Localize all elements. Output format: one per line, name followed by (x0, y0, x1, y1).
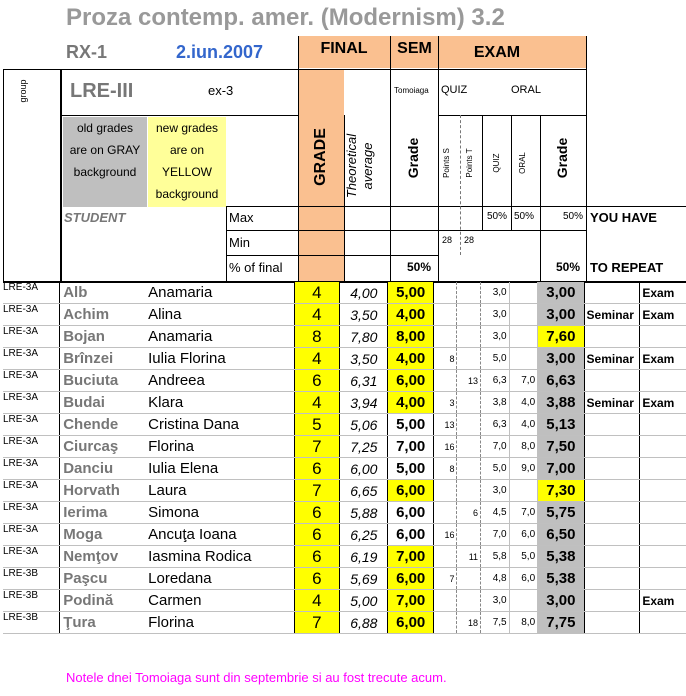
points-s-cell[interactable] (433, 612, 457, 634)
repeat-exam-cell[interactable] (640, 568, 686, 590)
repeat-seminar-cell[interactable] (584, 590, 640, 612)
theoretical-average-cell[interactable]: 5,69 (340, 568, 388, 590)
points-max-s: 28 (442, 235, 453, 245)
repeat-exam-cell[interactable] (640, 502, 686, 524)
repeat-seminar-cell[interactable] (584, 524, 640, 546)
points-s-cell[interactable]: 13 (433, 414, 457, 436)
quiz-cell[interactable]: 4,8 (481, 568, 510, 590)
group-cell[interactable]: LRE-3A (3, 282, 60, 304)
exam-header: EXAM (473, 44, 521, 61)
group-cell[interactable]: LRE-3A (3, 326, 60, 348)
final-grade-cell[interactable]: 7 (294, 480, 340, 502)
repeat-seminar-cell[interactable] (584, 612, 640, 634)
quiz-cell[interactable]: 3,0 (481, 282, 510, 304)
exam-grade-cell[interactable]: 5,75 (538, 502, 584, 524)
points-s-cell[interactable] (433, 304, 457, 326)
student-surname[interactable]: Danciu (60, 458, 148, 480)
oral-cell[interactable]: 8,0 (509, 612, 538, 634)
exam-grade-cell[interactable]: 3,00 (538, 304, 584, 326)
student-surname[interactable]: Horvath (60, 480, 148, 502)
points-s-cell[interactable]: 7 (433, 568, 457, 590)
points-t-cell[interactable]: 6 (457, 502, 481, 524)
header-rule (226, 255, 438, 256)
oral-cell[interactable]: 9,0 (509, 458, 538, 480)
oral-cell[interactable]: 4,0 (509, 392, 538, 414)
group-cell[interactable]: LRE-3B (3, 590, 60, 612)
seminar-grade-cell[interactable]: 8,00 (388, 326, 433, 348)
points-s-cell[interactable]: 16 (433, 436, 457, 458)
points-t-cell[interactable]: 18 (457, 612, 481, 634)
final-header: FINAL (320, 40, 368, 57)
table-row[interactable] (3, 304, 686, 326)
points-t-cell[interactable] (457, 326, 481, 348)
table-row[interactable] (3, 348, 686, 370)
student-firstname[interactable]: Ancuţa Ioana (148, 524, 294, 546)
seminar-grade-cell[interactable]: 7,00 (388, 546, 433, 568)
oral-cell[interactable] (509, 590, 538, 612)
quiz-cell[interactable]: 3,0 (481, 590, 510, 612)
theoretical-average-cell[interactable]: 6,19 (340, 546, 388, 568)
student-surname[interactable]: Paşcu (60, 568, 148, 590)
quiz-cell[interactable]: 7,0 (481, 436, 510, 458)
header-rule (60, 69, 586, 70)
sem-grade-header: Grade (405, 137, 421, 179)
group-cell[interactable]: LRE-3A (3, 480, 60, 502)
final-grade-cell[interactable]: 4 (294, 392, 340, 414)
group-cell[interactable]: LRE-3B (3, 568, 60, 590)
sheet-title: Proza contemp. amer. (Modernism) 3.2 (66, 4, 505, 31)
seminar-grade-cell[interactable]: 5,00 (388, 458, 433, 480)
final-grade-cell[interactable]: 5 (294, 414, 340, 436)
points-s-cell[interactable]: 16 (433, 524, 457, 546)
tomoiaga-label: Tomoiaga (394, 86, 429, 95)
group-cell[interactable]: LRE-3A (3, 348, 60, 370)
final-grade-cell[interactable]: 4 (294, 304, 340, 326)
oral-cell[interactable]: 4,0 (509, 414, 538, 436)
repeat-seminar-cell[interactable] (584, 568, 640, 590)
student-firstname[interactable]: Anamaria (148, 282, 294, 304)
points-s-cell[interactable] (433, 546, 457, 568)
exam-grade-cell[interactable]: 6,63 (538, 370, 584, 392)
oral-cell[interactable] (509, 480, 538, 502)
exam-grade-cell[interactable]: 3,00 (538, 590, 584, 612)
quiz-cell[interactable]: 5,8 (481, 546, 510, 568)
course-name: LRE-III (70, 80, 134, 102)
points-s-cell[interactable] (433, 480, 457, 502)
oral-group-label: ORAL (511, 84, 541, 96)
theoretical-average-cell[interactable]: 3,50 (340, 348, 388, 370)
quiz-cell[interactable]: 5,0 (481, 348, 510, 370)
header-rule (226, 230, 586, 231)
seminar-grade-cell[interactable]: 7,00 (388, 436, 433, 458)
points-s-cell[interactable]: 8 (433, 348, 457, 370)
repeat-exam-cell[interactable] (640, 436, 686, 458)
header-rule (226, 206, 686, 207)
final-grade-cell[interactable]: 4 (294, 348, 340, 370)
table-row[interactable] (3, 414, 686, 436)
group-cell[interactable]: LRE-3A (3, 414, 60, 436)
theoretical-average-cell[interactable]: 3,50 (340, 304, 388, 326)
theoretical-average-cell[interactable]: 5,88 (340, 502, 388, 524)
exam-pct: 50% (563, 211, 584, 222)
student-surname[interactable]: Budai (60, 392, 148, 414)
sem-pct: 50% (407, 260, 432, 274)
exam-pct-final: 50% (556, 260, 581, 274)
group-cell[interactable]: LRE-3A (3, 370, 60, 392)
oral-cell[interactable] (509, 282, 538, 304)
student-surname[interactable]: Bojan (60, 326, 148, 348)
exam-grade-cell[interactable]: 5,13 (538, 414, 584, 436)
repeat-exam-cell[interactable] (640, 414, 686, 436)
points-t-cell[interactable] (457, 282, 481, 304)
ex-label: ex-3 (208, 83, 234, 98)
repeat-seminar-cell[interactable] (584, 480, 640, 502)
theoretical-average-header: Theoretical average (344, 133, 375, 199)
repeat-exam-cell[interactable] (640, 612, 686, 634)
final-grade-cell[interactable]: 4 (294, 590, 340, 612)
header-rule (460, 115, 461, 255)
exam-grade-cell[interactable]: 7,00 (538, 458, 584, 480)
oral-cell[interactable]: 6,0 (509, 524, 538, 546)
header-rule (482, 115, 483, 230)
theoretical-average-cell[interactable]: 6,31 (340, 370, 388, 392)
table-row[interactable] (3, 612, 686, 634)
sem-header: SEM (397, 40, 432, 57)
points-s-cell[interactable]: 8 (433, 458, 457, 480)
points-s-cell[interactable]: 3 (433, 392, 457, 414)
to-repeat-label: TO REPEAT (590, 260, 664, 275)
quiz-cell[interactable]: 3,0 (481, 326, 510, 348)
repeat-seminar-cell[interactable] (584, 326, 640, 348)
oral-cell[interactable]: 7,0 (509, 502, 538, 524)
theoretical-average-cell[interactable]: 6,65 (340, 480, 388, 502)
repeat-exam-cell[interactable]: Exam (640, 590, 686, 612)
table-row[interactable] (3, 502, 686, 524)
final-grade-cell[interactable]: 6 (294, 546, 340, 568)
seminar-grade-cell[interactable]: 7,00 (388, 590, 433, 612)
header-rule (344, 115, 345, 281)
seminar-grade-cell[interactable]: 6,00 (388, 370, 433, 392)
student-firstname[interactable]: Florina (148, 436, 294, 458)
oral-cell[interactable] (509, 348, 538, 370)
repeat-exam-cell[interactable] (640, 524, 686, 546)
points-t-cell[interactable] (457, 348, 481, 370)
table-row[interactable] (3, 436, 686, 458)
repeat-seminar-cell[interactable] (584, 436, 640, 458)
quiz-cell[interactable]: 6,3 (481, 370, 510, 392)
new-grades-hint: new grades are on YELLOW background (148, 117, 226, 207)
course-code: RX-1 (66, 42, 108, 62)
table-row[interactable] (3, 568, 686, 590)
points-t-cell[interactable] (457, 304, 481, 326)
points-t-cell[interactable] (457, 524, 481, 546)
oral-header: ORAL (518, 152, 527, 174)
final-grade-cell[interactable]: 6 (294, 524, 340, 546)
student-firstname[interactable]: Florina (148, 612, 294, 634)
group-cell[interactable]: LRE-3A (3, 436, 60, 458)
table-row[interactable] (3, 546, 686, 568)
points-t-cell[interactable] (457, 436, 481, 458)
points-s-cell[interactable] (433, 326, 457, 348)
header-rule (586, 36, 587, 281)
points-t-cell[interactable] (457, 480, 481, 502)
exam-grade-cell[interactable]: 6,50 (538, 524, 584, 546)
student-surname[interactable]: Achim (60, 304, 148, 326)
oral-cell[interactable]: 7,0 (509, 370, 538, 392)
header-rule (439, 115, 586, 116)
seminar-grade-cell[interactable]: 5,00 (388, 414, 433, 436)
repeat-seminar-cell[interactable] (584, 370, 640, 392)
repeat-seminar-cell[interactable]: Seminar (584, 304, 640, 326)
oral-cell[interactable] (509, 326, 538, 348)
quiz-cell[interactable]: 5,0 (481, 458, 510, 480)
group-cell[interactable]: LRE-3A (3, 502, 60, 524)
final-grade-cell[interactable]: 6 (294, 370, 340, 392)
table-row[interactable] (3, 326, 686, 348)
student-firstname[interactable]: Iulia Florina (148, 348, 294, 370)
header-rule (60, 69, 61, 281)
exam-grade-cell[interactable]: 7,30 (538, 480, 584, 502)
quiz-header: QUIZ (492, 153, 501, 173)
final-grade-cell[interactable]: 4 (294, 282, 340, 304)
seminar-grade-cell[interactable]: 6,00 (388, 612, 433, 634)
group-cell[interactable]: LRE-3A (3, 304, 60, 326)
quiz-cell[interactable]: 3,0 (481, 304, 510, 326)
repeat-seminar-cell[interactable]: Seminar (584, 392, 640, 414)
student-surname[interactable]: Ţura (60, 612, 148, 634)
theoretical-average-cell[interactable]: 5,06 (340, 414, 388, 436)
repeat-seminar-cell[interactable] (584, 546, 640, 568)
repeat-seminar-cell[interactable] (584, 414, 640, 436)
seminar-grade-cell[interactable]: 4,00 (388, 348, 433, 370)
repeat-exam-cell[interactable]: Exam (640, 304, 686, 326)
quiz-cell[interactable]: 3,8 (481, 392, 510, 414)
student-firstname[interactable]: Carmen (148, 590, 294, 612)
theoretical-average-cell[interactable]: 5,00 (340, 590, 388, 612)
quiz-cell[interactable]: 7,0 (481, 524, 510, 546)
seminar-grade-cell[interactable]: 6,00 (388, 568, 433, 590)
points-t-cell[interactable] (457, 590, 481, 612)
repeat-exam-cell[interactable]: Exam (640, 392, 686, 414)
exam-grade-cell[interactable]: 7,60 (538, 326, 584, 348)
quiz-group-label: QUIZ (441, 84, 468, 96)
seminar-grade-cell[interactable]: 5,00 (388, 282, 433, 304)
table-row[interactable] (3, 370, 686, 392)
student-firstname[interactable]: Klara (148, 392, 294, 414)
repeat-exam-cell[interactable] (640, 326, 686, 348)
repeat-seminar-cell[interactable] (584, 458, 640, 480)
student-surname[interactable]: Brînzei (60, 348, 148, 370)
seminar-grade-cell[interactable]: 4,00 (388, 304, 433, 326)
exam-grade-cell[interactable]: 3,00 (538, 282, 584, 304)
you-have-label: YOU HAVE (590, 210, 657, 225)
oral-cell[interactable]: 6,0 (509, 568, 538, 590)
group-cell[interactable]: LRE-3B (3, 612, 60, 634)
min-label: Min (229, 235, 250, 250)
repeat-exam-cell[interactable] (640, 480, 686, 502)
table-row[interactable] (3, 458, 686, 480)
table-row[interactable] (3, 480, 686, 502)
repeat-exam-cell[interactable]: Exam (640, 348, 686, 370)
points-s-cell[interactable] (433, 502, 457, 524)
repeat-exam-cell[interactable]: Exam (640, 282, 686, 304)
points-t-cell[interactable]: 11 (457, 546, 481, 568)
exam-grade-cell[interactable]: 3,00 (538, 348, 584, 370)
student-firstname[interactable]: Loredana (148, 568, 294, 590)
student-firstname[interactable]: Iasmina Rodica (148, 546, 294, 568)
group-label: group (18, 79, 28, 103)
header-rule (540, 115, 541, 281)
exam-grade-cell[interactable]: 7,50 (538, 436, 584, 458)
oral-cell[interactable]: 5,0 (509, 546, 538, 568)
theoretical-average-cell[interactable]: 6,88 (340, 612, 388, 634)
repeat-exam-cell[interactable] (640, 546, 686, 568)
points-s-cell[interactable] (433, 590, 457, 612)
points-t-cell[interactable] (457, 414, 481, 436)
group-cell[interactable]: LRE-3A (3, 546, 60, 568)
pct-final-label: % of final (229, 260, 283, 275)
max-label: Max (229, 210, 254, 225)
footer-note: Notele dnei Tomoiaga sunt din septembrie si au fost trecute acum. (66, 670, 447, 685)
student-label: STUDENT (64, 210, 126, 225)
student-surname[interactable]: Chende (60, 414, 148, 436)
quiz-cell[interactable]: 7,5 (481, 612, 510, 634)
final-grade-cell[interactable]: 6 (294, 568, 340, 590)
seminar-grade-cell[interactable]: 6,00 (388, 524, 433, 546)
oral-cell[interactable] (509, 304, 538, 326)
points-t-cell[interactable] (457, 392, 481, 414)
student-surname[interactable]: Buciuta (60, 370, 148, 392)
quiz-cell[interactable]: 3,0 (481, 480, 510, 502)
header-rule (60, 115, 298, 116)
theoretical-average-cell[interactable]: 7,80 (340, 326, 388, 348)
final-grade-cell[interactable]: 6 (294, 502, 340, 524)
group-cell[interactable]: LRE-3A (3, 524, 60, 546)
student-firstname[interactable]: Anamaria (148, 326, 294, 348)
group-cell[interactable]: LRE-3A (3, 458, 60, 480)
final-grade-cell[interactable]: 7 (294, 612, 340, 634)
table-row[interactable] (3, 590, 686, 612)
theoretical-average-cell[interactable]: 7,25 (340, 436, 388, 458)
student-firstname[interactable]: Andreea (148, 370, 294, 392)
final-grade-cell[interactable]: 7 (294, 436, 340, 458)
student-surname[interactable]: Podină (60, 590, 148, 612)
exam-grade-cell[interactable]: 5,38 (538, 546, 584, 568)
student-firstname[interactable]: Laura (148, 480, 294, 502)
group-cell[interactable]: LRE-3A (3, 392, 60, 414)
final-grade-header: GRADE (312, 128, 329, 186)
quiz-cell[interactable]: 4,5 (481, 502, 510, 524)
points-s-cell[interactable] (433, 370, 457, 392)
student-surname[interactable]: Ciurcaş (60, 436, 148, 458)
points-s-header: Points S (442, 148, 451, 178)
theoretical-average-cell[interactable]: 3,94 (340, 392, 388, 414)
points-s-cell[interactable] (433, 282, 457, 304)
final-grade-cell[interactable]: 6 (294, 458, 340, 480)
repeat-exam-cell[interactable] (640, 370, 686, 392)
final-grade-cell[interactable]: 8 (294, 326, 340, 348)
table-row[interactable] (3, 524, 686, 546)
old-grades-hint: old grades are on GRAY background (63, 117, 147, 207)
group-header-cell (3, 69, 62, 283)
theoretical-average-cell[interactable]: 6,25 (340, 524, 388, 546)
points-t-header: Points T (465, 148, 474, 178)
repeat-seminar-cell[interactable]: Seminar (584, 348, 640, 370)
quiz-cell[interactable]: 6,3 (481, 414, 510, 436)
points-t-cell[interactable]: 13 (457, 370, 481, 392)
repeat-exam-cell[interactable] (640, 458, 686, 480)
student-firstname[interactable]: Alina (148, 304, 294, 326)
student-firstname[interactable]: Cristina Dana (148, 414, 294, 436)
exam-grade-cell[interactable]: 5,38 (538, 568, 584, 590)
seminar-grade-cell[interactable]: 4,00 (388, 392, 433, 414)
exam-date: 2.iun.2007 (176, 42, 264, 62)
student-surname[interactable]: Moga (60, 524, 148, 546)
grades-table (3, 282, 686, 634)
seminar-grade-cell[interactable]: 6,00 (388, 502, 433, 524)
theoretical-average-cell[interactable]: 4,00 (340, 282, 388, 304)
points-t-cell[interactable] (457, 458, 481, 480)
header-rule (511, 115, 512, 230)
header-rule (438, 36, 439, 281)
points-max-t: 28 (464, 235, 475, 245)
seminar-grade-cell[interactable]: 6,00 (388, 480, 433, 502)
quiz-pct: 50% (487, 211, 508, 222)
repeat-seminar-cell[interactable] (584, 282, 640, 304)
student-firstname[interactable]: Iulia Elena (148, 458, 294, 480)
exam-grade-cell[interactable]: 7,75 (538, 612, 584, 634)
header-rule (226, 206, 227, 281)
repeat-seminar-cell[interactable] (584, 502, 640, 524)
student-firstname[interactable]: Simona (148, 502, 294, 524)
oral-pct: 50% (514, 211, 535, 222)
student-surname[interactable]: Nemţov (60, 546, 148, 568)
table-row[interactable] (3, 282, 686, 304)
exam-grade-header: Grade (554, 137, 570, 179)
table-row[interactable] (3, 392, 686, 414)
points-t-cell[interactable] (457, 568, 481, 590)
header-rule (298, 36, 299, 281)
header-rule (390, 36, 391, 281)
student-surname[interactable]: Alb (60, 282, 148, 304)
exam-grade-cell[interactable]: 3,88 (538, 392, 584, 414)
oral-cell[interactable]: 8,0 (509, 436, 538, 458)
student-surname[interactable]: Ierima (60, 502, 148, 524)
theoretical-average-cell[interactable]: 6,00 (340, 458, 388, 480)
